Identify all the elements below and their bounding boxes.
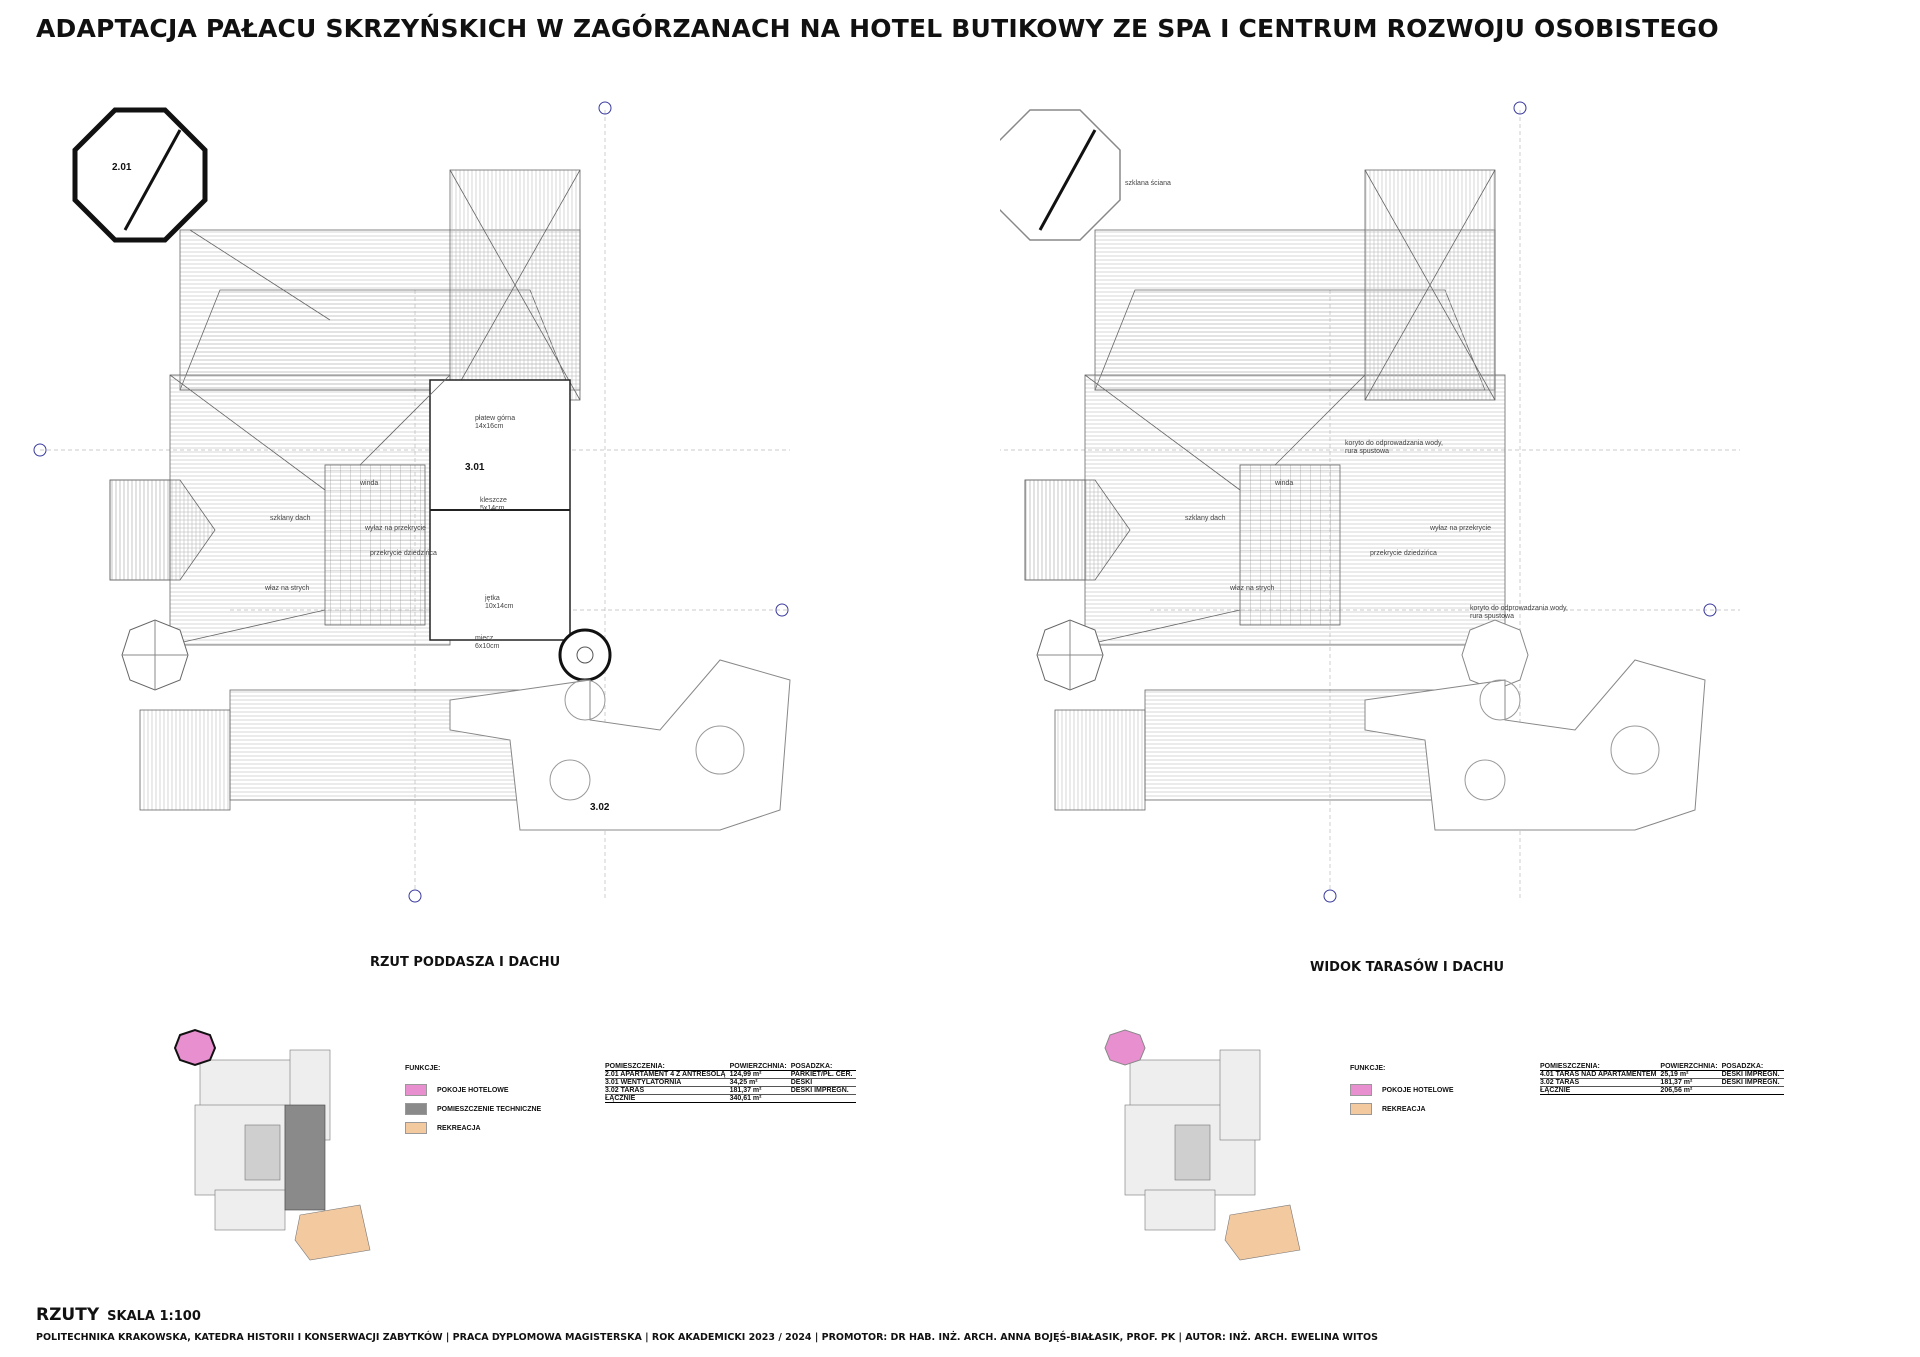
legend-swatch [1350, 1103, 1372, 1115]
table-row: 2.01 APARTAMENT 4 Z ANTRESOLĄ 124,99 m² PARKIET/PŁ. CER. [605, 1071, 856, 1079]
legend-swatch [405, 1122, 427, 1134]
label-koryto-1: koryto do odprowadzania wody, [1345, 440, 1443, 447]
footer-credits: POLITECHNIKA KRAKOWSKA, KATEDRA HISTORII I KONSERWACJI ZABYTKÓW | PRACA DYPLOMOWA MAGISTERSKA | ROK AKADEMICKI 2023 / 2024 | PROMOTOR: DR HAB. INŻ. ARCH. ANNA BOJĘŚ-BIAŁASIK, PROF. PK | AUTOR: INŻ. ARCH. EWELINA WITOS [36, 1332, 1378, 1343]
label-kleszcze: kleszcze [480, 497, 507, 504]
room-table-left: POMIESZCZENIA: POWIERZCHNIA: POSADZKA: 2.01 APARTAMENT 4 Z ANTRESOLĄ 124,99 m² PARKIET/PŁ. CER. 3.01 WENTYLATORNIA 34,25 m² DESKI 3.02 TARAS 181,37 m² DESKI IMPREGN. ŁĄCZNIE 340,61 m² [605, 1063, 856, 1103]
legend-swatch [405, 1084, 427, 1096]
attic-roof-plan [30, 90, 970, 960]
footer-title: RZUTY [36, 1305, 100, 1325]
table-row: 4.01 TARAS NAD APARTAMENTEM 25,19 m² DESKI IMPREGN. [1540, 1071, 1784, 1079]
label-jetka-dim: 10x14cm [485, 603, 514, 610]
room-label-3-01: 3.01 [465, 462, 485, 473]
legend-item: POKOJE HOTELOWE [405, 1084, 541, 1096]
terraces-roof-view [1000, 90, 1920, 960]
label-koryto-2: koryto do odprowadzania wody, [1470, 605, 1568, 612]
legend-left [405, 1065, 541, 1141]
table-total-row: ŁĄCZNIE 206,56 m² [1540, 1087, 1784, 1095]
legend-heading: FUNKCJE: [405, 1065, 441, 1072]
label-szklana-sciana: szklana ściana [1125, 180, 1171, 187]
key-plan-left [160, 1020, 430, 1270]
room-table-right: POMIESZCZENIA: POWIERZCHNIA: POSADZKA: 4.01 TARAS NAD APARTAMENTEM 25,19 m² DESKI IMPREGN. 3.02 TARAS 181,37 m² DESKI IMPREGN. ŁĄCZNIE 206,56 m² [1540, 1063, 1784, 1095]
footer-heading [36, 1305, 201, 1325]
label-szklany-dach-r: szklany dach [1185, 515, 1226, 522]
key-plan-right [1090, 1020, 1360, 1270]
label-winda: winda [360, 480, 379, 487]
label-wlaz-r: właz na strych [1230, 585, 1275, 592]
label-szklany-dach: szklany dach [270, 515, 311, 522]
table-total-row: ŁĄCZNIE 340,61 m² [605, 1095, 856, 1103]
label-przekrycie: przekrycie dziedzińca [370, 550, 437, 557]
label-wlaz: właz na strych [265, 585, 310, 592]
label-platew-dim: 14x16cm [475, 423, 504, 430]
page-title: ADAPTACJA PAŁACU SKRZYŃSKICH W ZAGÓRZANACH NA HOTEL BUTIKOWY ZE SPA I CENTRUM ROZWOJU OSOBISTEGO [36, 14, 1719, 43]
legend-item: REKREACJA [405, 1122, 541, 1134]
legend-swatch [405, 1103, 427, 1115]
label-platew: płatew górna [475, 415, 516, 422]
label-przekrycie-r: przekrycie dziedzińca [1370, 550, 1437, 557]
label-kleszcze-dim: 5x14cm [480, 505, 505, 512]
legend-heading: FUNKCJE: [1350, 1065, 1386, 1072]
caption-right: WIDOK TARASÓW I DACHU [1310, 960, 1505, 975]
label-jetka: jętka [485, 595, 500, 602]
legend-item: REKREACJA [1350, 1103, 1454, 1115]
label-wylaz-r: wyłaz na przekrycie [1430, 525, 1492, 532]
caption-left: RZUT PODDASZA I DACHU [370, 955, 561, 970]
legend-item: POMIESZCZENIE TECHNICZNE [405, 1103, 541, 1115]
legend-swatch [1350, 1084, 1372, 1096]
room-label-2-01: 2.01 [112, 162, 132, 173]
table-row: 3.02 TARAS 181,37 m² DESKI IMPREGN. [1540, 1079, 1784, 1087]
table-row: 3.02 TARAS 181,37 m² DESKI IMPREGN. [605, 1087, 856, 1095]
label-rura-2: rura spustowa [1470, 613, 1514, 620]
legend-item: POKOJE HOTELOWE [1350, 1084, 1454, 1096]
legend-right [1350, 1065, 1454, 1122]
label-rura-1: rura spustowa [1345, 448, 1389, 455]
label-miecz-dim: 6x10cm [475, 643, 500, 650]
label-winda-r: winda [1275, 480, 1294, 487]
footer-scale: SKALA 1:100 [107, 1309, 201, 1324]
table-row: 3.01 WENTYLATORNIA 34,25 m² DESKI [605, 1079, 856, 1087]
label-miecz: miecz [475, 635, 494, 642]
room-label-3-02: 3.02 [590, 802, 610, 813]
label-wylaz: wyłaz na przekrycie [365, 525, 427, 532]
